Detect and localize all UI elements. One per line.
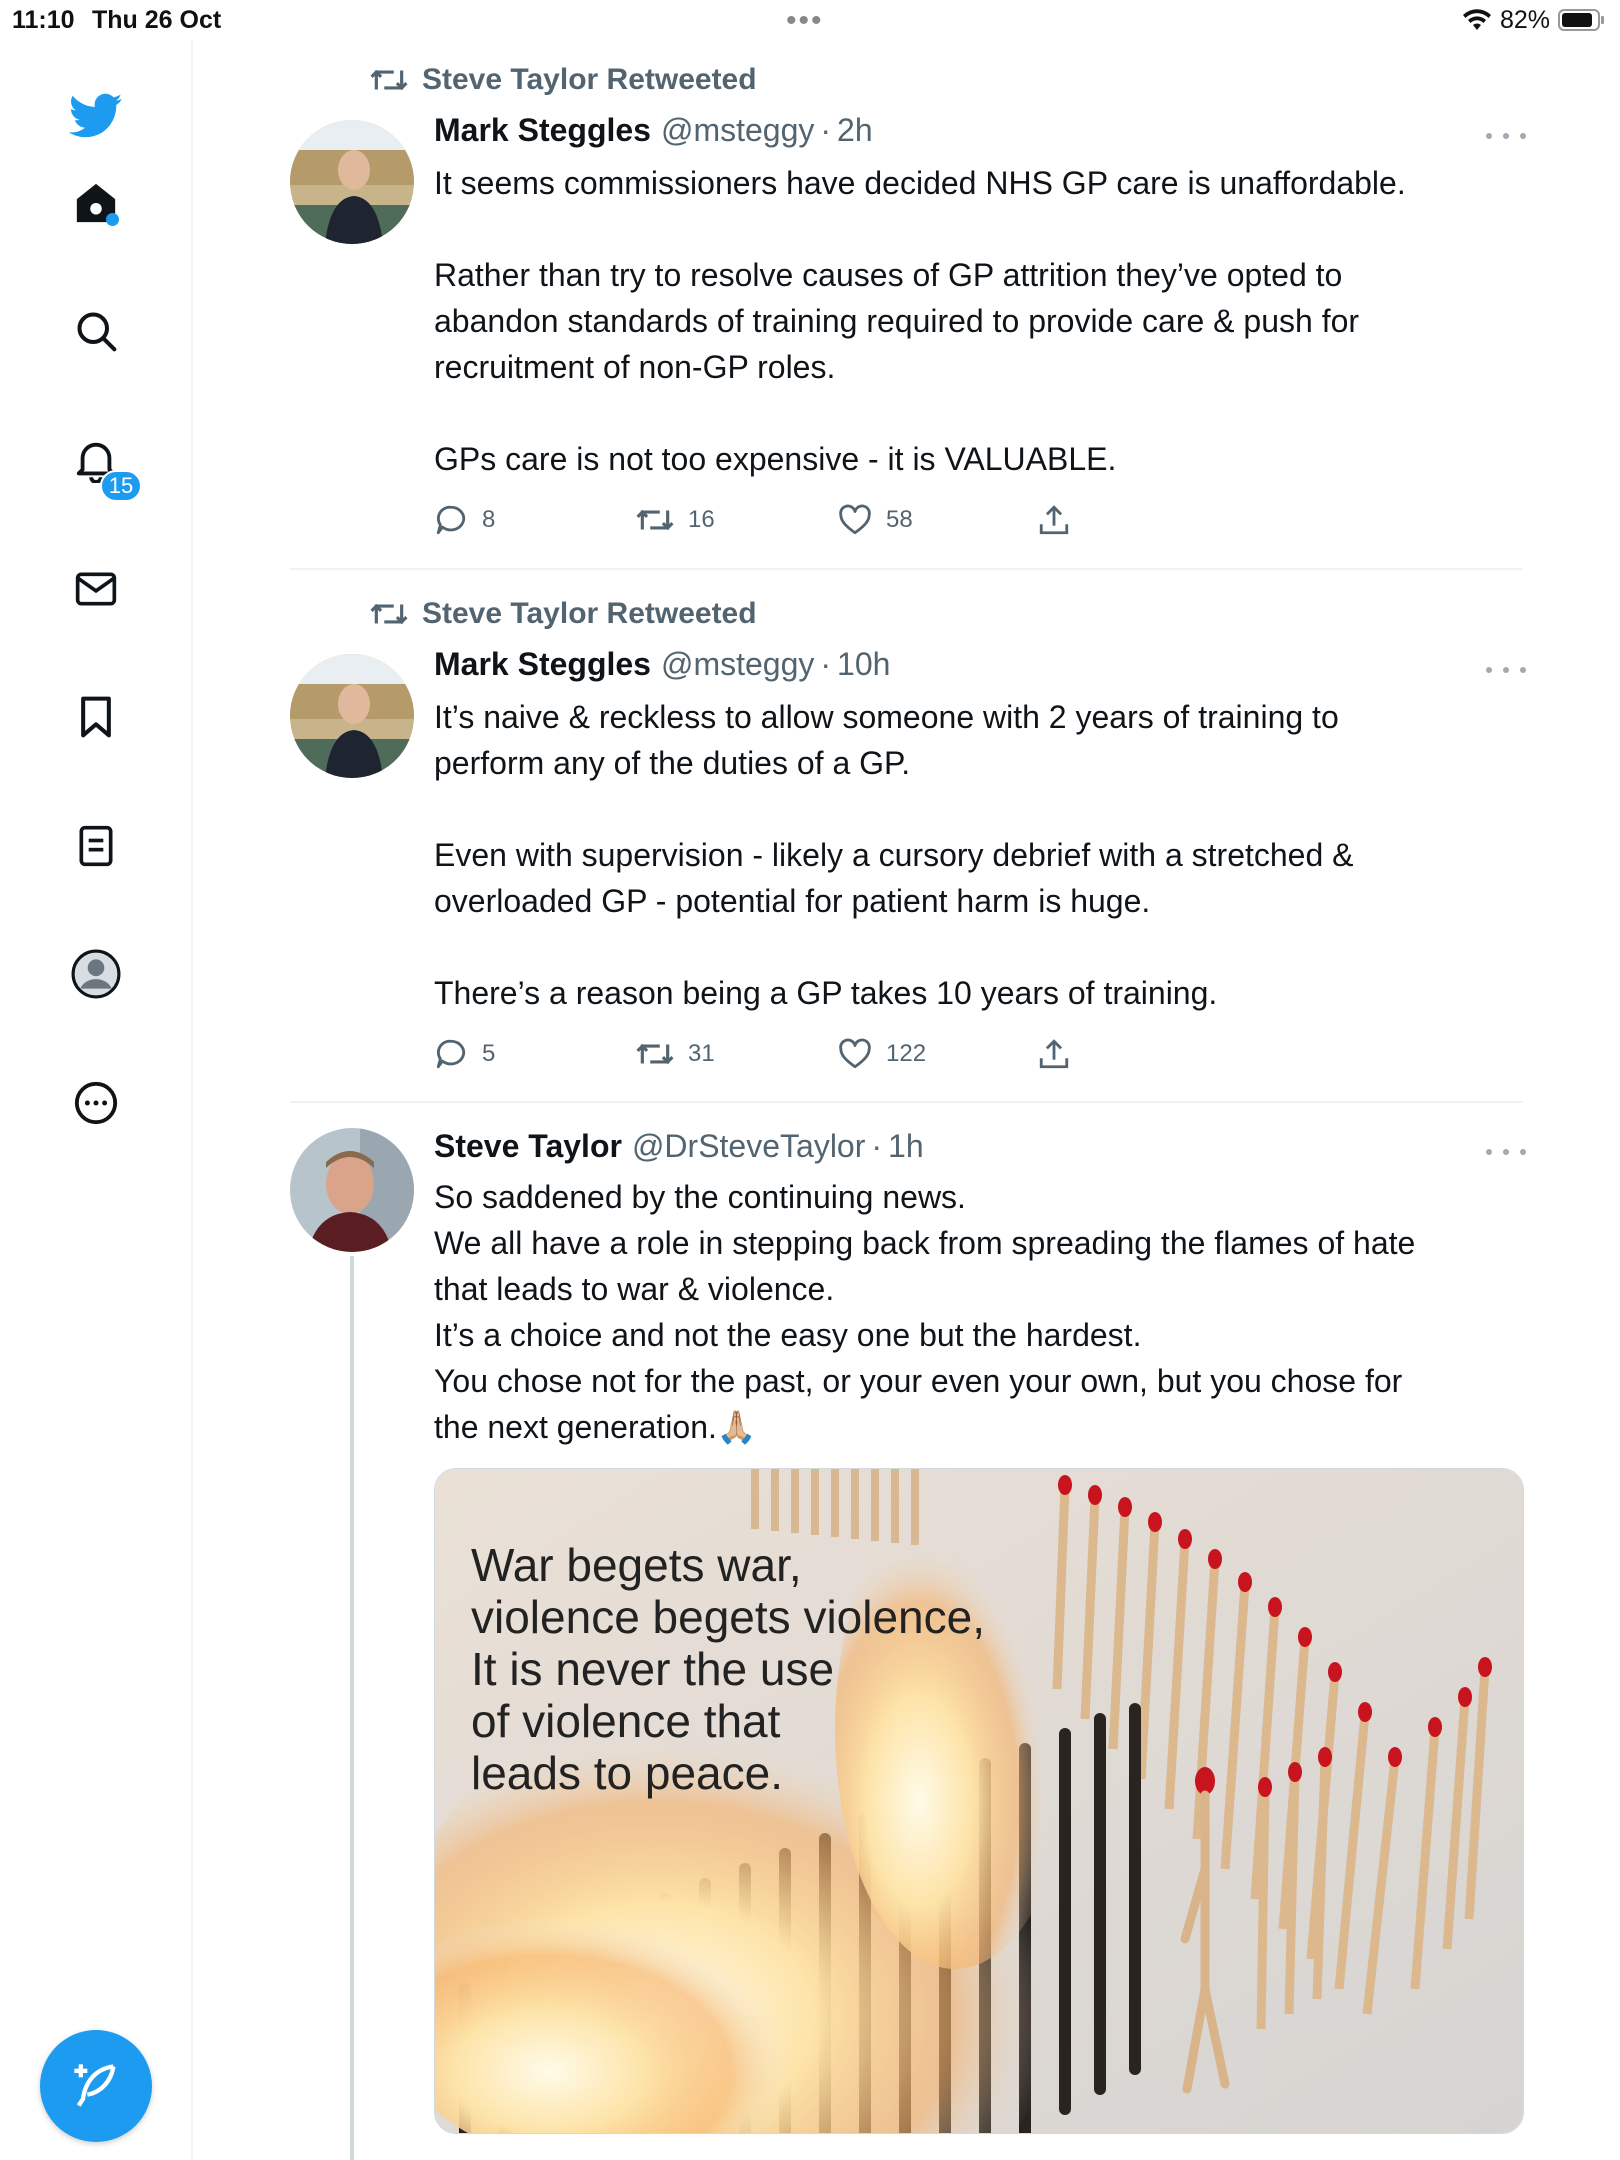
retweet-label: Steve Taylor Retweeted: [422, 597, 757, 630]
compose-feather-icon: [70, 2060, 122, 2112]
like-count: 122: [886, 1040, 927, 1067]
retweet-icon: [370, 64, 408, 96]
reply-button[interactable]: [434, 1034, 495, 1074]
tweet-media-image[interactable]: [434, 1468, 1524, 2134]
retweet-icon: [370, 598, 408, 630]
share-icon: [1038, 503, 1070, 537]
compose-tweet-button[interactable]: [40, 2030, 152, 2142]
media-quote-text: War begets war, violence begets violence, It is never the use of violence that leads to peace.: [471, 1539, 985, 1799]
tweet-divider: [290, 1101, 1523, 1103]
tweet-3[interactable]: [290, 1128, 1523, 2160]
tweet-actions: [434, 500, 1134, 540]
more-options-icon[interactable]: [1486, 126, 1526, 146]
reply-count: 5: [482, 1040, 496, 1067]
share-icon: [1038, 1037, 1070, 1071]
status-date: Thu 26 Oct: [92, 6, 222, 34]
heart-icon: [838, 504, 872, 536]
tweet-text: It seems commissioners have decided NHS GP care is unaffordable. Rather than try to resolve causes of GP attrition they’ve opted to abandon standards of training required to provide care & push for recruitment of non-GP roles. GPs care is not too expensive - it is VALUABLE.: [434, 165, 1406, 477]
wifi-icon: [1462, 8, 1492, 32]
bookmark-icon[interactable]: [68, 689, 124, 745]
more-options-icon[interactable]: [1486, 1142, 1526, 1162]
search-icon[interactable]: [68, 303, 124, 359]
retweet-count: 31: [688, 1040, 715, 1067]
multitasking-dots-icon[interactable]: •••: [786, 4, 824, 37]
lists-icon[interactable]: [68, 818, 124, 874]
notification-badge: 15: [100, 470, 142, 502]
like-button[interactable]: [838, 500, 913, 540]
tweet-header: Mark Steggles @msteggy · 10h: [434, 646, 891, 682]
avatar[interactable]: [290, 120, 414, 244]
tweet-text: So saddened by the continuing news. We all have a role in stepping back from spreading the flames of hate that leads to war & violence. It’s a choice and not the easy one but the hardest. You chose not for the past, or your even your own, but you chose for the next generation.🙏🏼: [434, 1179, 1416, 1445]
retweet-label: Steve Taylor Retweeted: [422, 63, 757, 96]
retweet-icon: [636, 1038, 674, 1070]
timeline-feed: [193, 40, 1620, 2160]
tweet-divider: [290, 568, 1523, 570]
author-name[interactable]: Steve Taylor: [434, 1128, 622, 1164]
author-handle[interactable]: @msteggy: [660, 112, 815, 148]
like-button[interactable]: [838, 1034, 926, 1074]
battery-percent: 82%: [1500, 6, 1551, 34]
more-circle-icon[interactable]: [68, 1075, 124, 1131]
retweet-icon: [636, 504, 674, 536]
tweet-header: Steve Taylor @DrSteveTaylor · 1h: [434, 1128, 924, 1164]
tweet-2[interactable]: [290, 594, 1523, 1104]
author-name[interactable]: Mark Steggles: [434, 646, 651, 682]
more-options-icon[interactable]: [1486, 660, 1526, 680]
status-time: 11:10: [12, 6, 75, 34]
tweet-timestamp[interactable]: 1h: [888, 1128, 924, 1164]
author-name[interactable]: Mark Steggles: [434, 112, 651, 148]
author-handle[interactable]: @DrSteveTaylor: [631, 1128, 866, 1164]
share-button[interactable]: [1038, 500, 1070, 540]
tweet-actions: [434, 1034, 1134, 1074]
reply-button[interactable]: [434, 500, 495, 540]
tweet-timestamp[interactable]: 10h: [837, 646, 891, 682]
retweet-button[interactable]: [636, 500, 715, 540]
reply-icon: [434, 1037, 468, 1071]
avatar[interactable]: [290, 1128, 414, 1252]
battery-icon: [1558, 8, 1606, 32]
retweet-indicator: [370, 60, 757, 100]
author-handle[interactable]: @msteggy: [660, 646, 815, 682]
retweet-indicator: [370, 594, 757, 634]
heart-icon: [838, 1038, 872, 1070]
sidebar: [0, 40, 193, 2160]
share-button[interactable]: [1038, 1034, 1070, 1074]
tweet-1[interactable]: [290, 60, 1523, 570]
reply-icon: [434, 503, 468, 537]
thread-line: [350, 1256, 354, 2160]
tweet-timestamp[interactable]: 2h: [837, 112, 873, 148]
like-count: 58: [886, 506, 913, 533]
tweet-header: Mark Steggles @msteggy · 2h: [434, 112, 873, 148]
messages-envelope-icon[interactable]: [68, 561, 124, 617]
retweet-count: 16: [688, 506, 715, 533]
tweet-text: It’s naive & reckless to allow someone with 2 years of training to perform any of the duties of a GP. Even with supervision - likely a cursory debrief with a stretched & overloaded GP - potential for patient harm is huge. There’s a reason being a GP takes 10 years of training.: [434, 699, 1354, 1011]
reply-count: 8: [482, 506, 496, 533]
profile-icon[interactable]: [68, 946, 124, 1002]
twitter-bird-icon[interactable]: [68, 88, 124, 144]
retweet-button[interactable]: [636, 1034, 715, 1074]
home-unread-dot: [106, 213, 119, 226]
avatar[interactable]: [290, 654, 414, 778]
status-bar: [0, 0, 1620, 40]
